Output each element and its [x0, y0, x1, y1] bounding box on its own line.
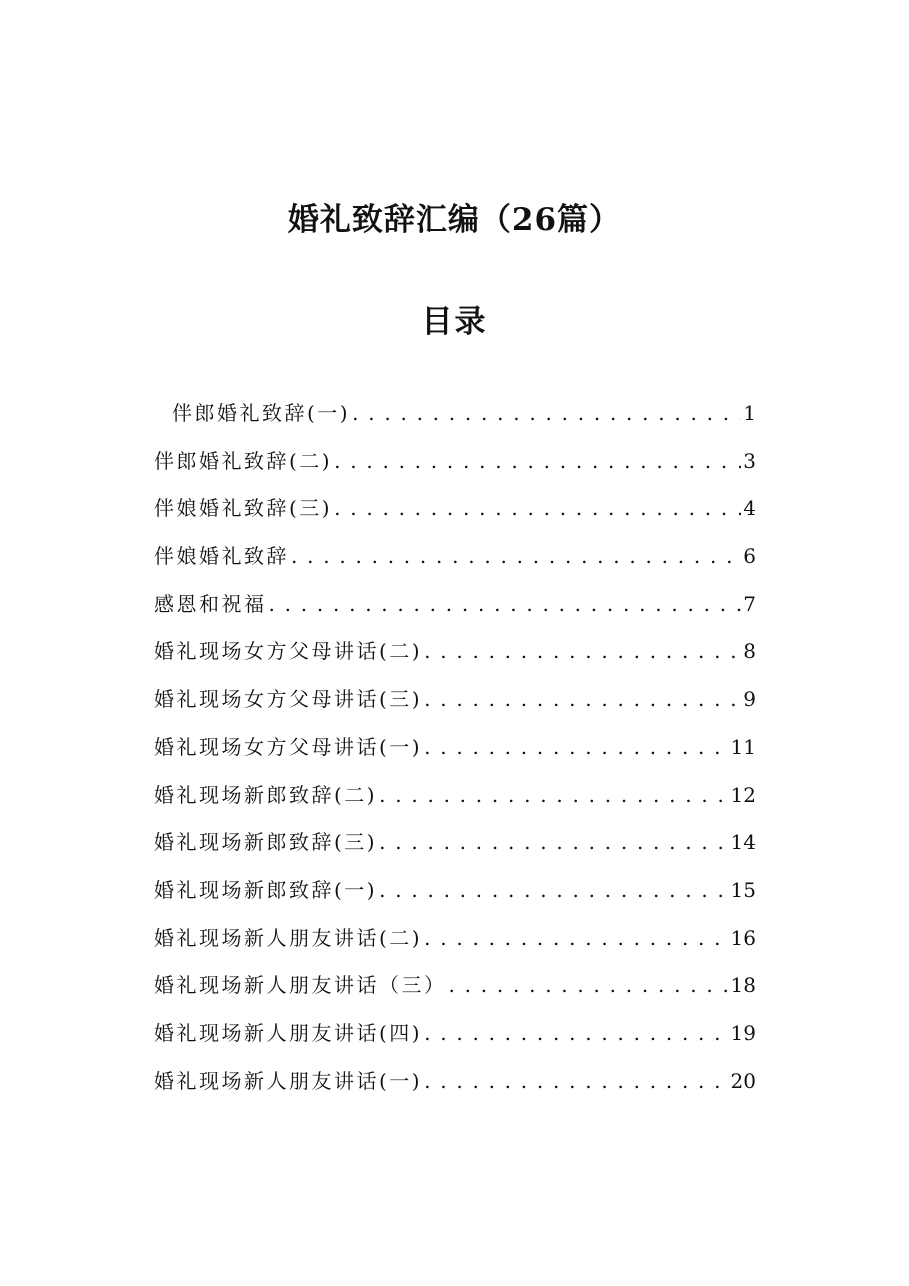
toc-dot-leader [334, 490, 741, 526]
toc-entry[interactable] [154, 920, 756, 968]
toc-entry-title: 婚礼现场女方父母讲话(二) [154, 639, 423, 664]
toc-dot-leader [379, 777, 728, 813]
toc-dot-leader [291, 538, 741, 574]
toc-entry-title: 婚礼现场新郎致辞(一) [154, 877, 378, 902]
toc-entry-title: 伴娘婚礼致辞 [154, 544, 289, 569]
toc-dot-leader [352, 395, 741, 431]
toc-entry[interactable] [154, 681, 756, 729]
toc-entry-title: 婚礼现场新人朋友讲话(四) [154, 1020, 423, 1045]
toc-page-number: 3 [743, 448, 756, 473]
toc-entry[interactable] [154, 777, 756, 825]
toc-dot-leader [424, 729, 728, 765]
toc-dot-leader [334, 443, 741, 479]
toc-page-number: 7 [743, 591, 756, 616]
toc-entry[interactable] [154, 633, 756, 681]
toc-page-number: 20 [730, 1068, 756, 1093]
toc-entry-title: 婚礼现场女方父母讲话(三) [154, 687, 423, 712]
toc-entry[interactable] [154, 395, 756, 443]
toc-page-number: 12 [730, 782, 756, 807]
toc-entry[interactable] [154, 967, 756, 1015]
toc-page-number: 15 [730, 877, 756, 902]
toc-entry-title: 婚礼现场新郎致辞(三) [154, 830, 378, 855]
toc-dot-leader [424, 1063, 728, 1099]
toc-page-number: 16 [730, 925, 756, 950]
toc-dot-leader [424, 920, 728, 956]
toc-page-number: 6 [743, 544, 756, 569]
toc-entry[interactable] [154, 1015, 756, 1063]
toc-entry-title: 伴郎婚礼致辞(一) [172, 401, 351, 425]
toc-entry[interactable] [154, 443, 756, 491]
document-title: 婚礼致辞汇编（26篇） [287, 202, 622, 238]
toc-entry-title: 婚礼现场新人朋友讲话(二) [154, 925, 423, 950]
toc-dot-leader [269, 586, 742, 622]
toc-entry-title: 婚礼现场新人朋友讲话(一) [154, 1068, 423, 1093]
toc-entry-title: 婚礼现场新人朋友讲话（三） [154, 973, 447, 998]
toc-page-number: 11 [730, 734, 756, 759]
table-of-contents [154, 395, 756, 1110]
toc-page-number: 18 [730, 973, 756, 998]
toc-page-number: 14 [730, 830, 756, 855]
toc-page-number: 1 [743, 401, 756, 425]
toc-entry[interactable] [154, 490, 756, 538]
toc-page-number: 19 [730, 1020, 756, 1045]
toc-entry[interactable] [154, 872, 756, 920]
toc-entry-title: 婚礼现场新郎致辞(二) [154, 782, 378, 807]
toc-dot-leader [424, 633, 741, 669]
toc-dot-leader [449, 967, 729, 1003]
toc-entry-title: 婚礼现场女方父母讲话(一) [154, 734, 423, 759]
toc-entry-title: 感恩和祝福 [154, 591, 267, 616]
toc-entry-title: 伴娘婚礼致辞(三) [154, 496, 333, 521]
toc-dot-leader [379, 824, 728, 860]
toc-entry[interactable] [154, 729, 756, 777]
toc-entry[interactable] [154, 586, 756, 634]
toc-entry[interactable] [154, 1063, 756, 1111]
toc-entry-title: 伴郎婚礼致辞(二) [154, 448, 333, 473]
toc-entry[interactable] [154, 824, 756, 872]
toc-dot-leader [379, 872, 728, 908]
toc-dot-leader [424, 681, 741, 717]
toc-dot-leader [424, 1015, 728, 1051]
toc-page-number: 9 [743, 687, 756, 712]
toc-page-number: 8 [743, 639, 756, 664]
toc-page-number: 4 [743, 496, 756, 521]
toc-heading: 目录 [421, 304, 488, 340]
toc-entry[interactable] [154, 538, 756, 586]
